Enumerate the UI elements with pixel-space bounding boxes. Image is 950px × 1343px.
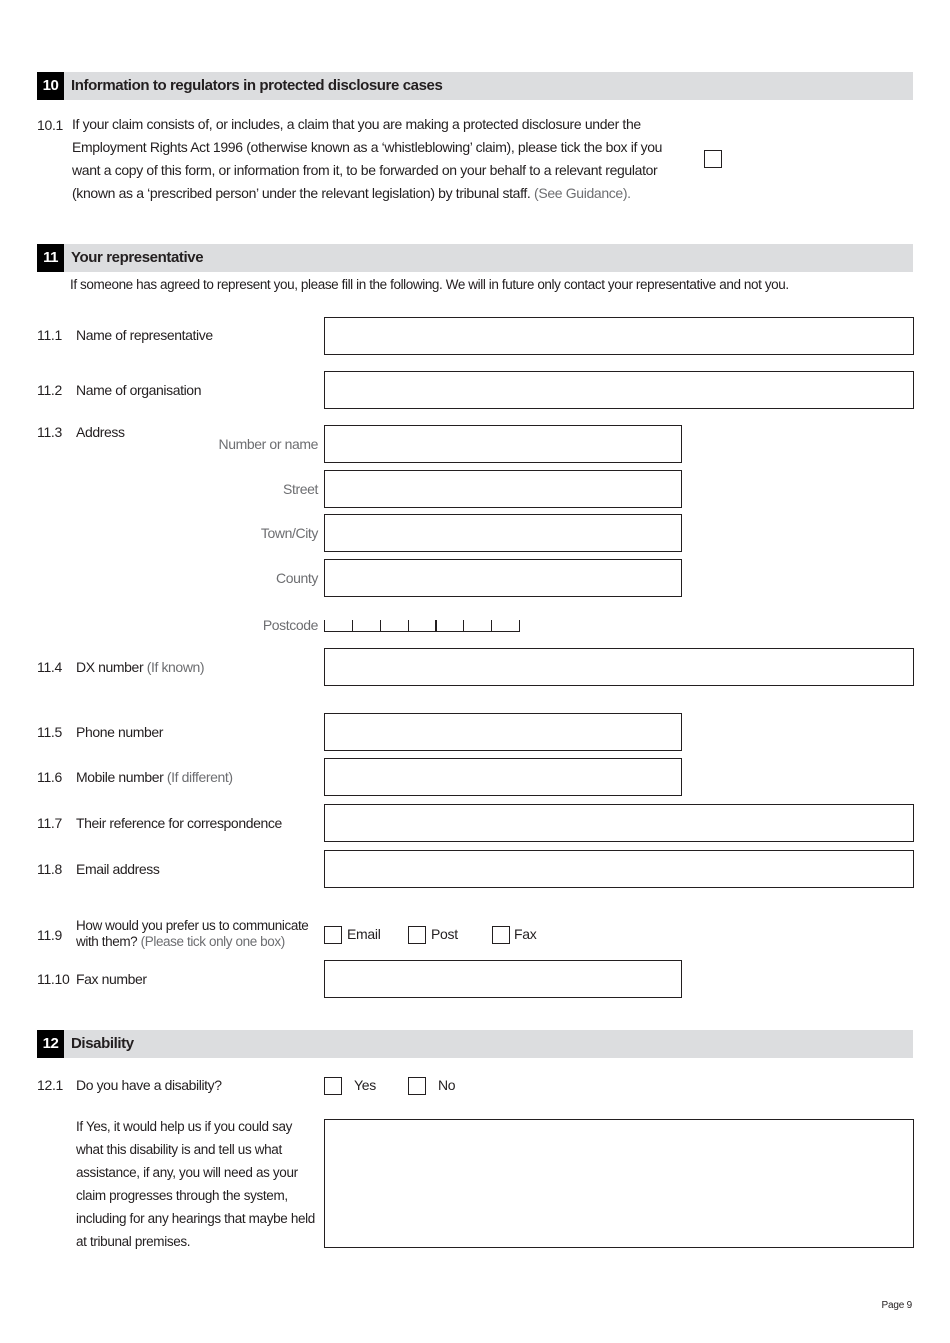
question-number: 11.5 bbox=[37, 724, 63, 740]
question-label bbox=[76, 659, 204, 675]
section-number: 12 bbox=[37, 1030, 64, 1058]
section-title: Your representative bbox=[71, 249, 204, 266]
label-text: with them? bbox=[76, 934, 138, 949]
field-label: Postcode bbox=[262, 617, 318, 633]
checkbox-label: Email bbox=[347, 926, 381, 942]
mobile-number-input[interactable] bbox=[324, 758, 682, 796]
question-number: 11.9 bbox=[37, 927, 63, 943]
label-hint: (If different) bbox=[166, 769, 233, 785]
question-number: 10.1 bbox=[37, 117, 64, 133]
email-checkbox[interactable] bbox=[324, 926, 342, 944]
question-line: Employment Rights Act 1996 (otherwise known as a ‘whistleblowing’ claim), please tick the box if you bbox=[72, 139, 663, 155]
question-line bbox=[72, 182, 697, 205]
checkbox-label: Fax bbox=[514, 926, 537, 942]
question-number: 11.3 bbox=[37, 424, 63, 440]
post-checkbox[interactable] bbox=[408, 926, 426, 944]
email-address-input[interactable] bbox=[324, 850, 914, 888]
question-label: Do you have a disability? bbox=[76, 1077, 222, 1093]
address-street-input[interactable] bbox=[324, 470, 682, 508]
question-number: 11.4 bbox=[37, 659, 63, 675]
question-label: Fax number bbox=[76, 971, 147, 987]
fax-number-input[interactable] bbox=[324, 960, 682, 998]
question-number: 11.6 bbox=[37, 769, 63, 785]
label-hint: (Please tick only one box) bbox=[140, 934, 285, 949]
question-number: 12.1 bbox=[37, 1077, 64, 1093]
question-line: If your claim consists of, or includes, a claim that you are making a protected disclosure under the bbox=[72, 116, 641, 132]
question-number: 11.1 bbox=[37, 327, 63, 343]
disability-no-checkbox[interactable] bbox=[408, 1077, 426, 1095]
question-number: 11.10 bbox=[37, 971, 70, 987]
prompt-line: including for any hearings that maybe held bbox=[76, 1211, 315, 1226]
question-line-text: (known as a ‘prescribed person’ under the relevant legislation) by tribunal staff. bbox=[72, 185, 531, 201]
label-line bbox=[76, 934, 308, 950]
question-label: Email address bbox=[76, 861, 160, 877]
prompt-line: at tribunal premises. bbox=[76, 1234, 191, 1249]
prompt-line: assistance, if any, you will need as your bbox=[76, 1165, 298, 1180]
postcode-divider bbox=[519, 620, 520, 631]
question-label: Phone number bbox=[76, 724, 164, 740]
prompt-line: claim progresses through the system, bbox=[76, 1188, 288, 1203]
postcode-divider bbox=[491, 620, 492, 631]
address-county-input[interactable] bbox=[324, 559, 682, 597]
section-number: 10 bbox=[37, 72, 64, 100]
disability-detail-prompt bbox=[76, 1115, 321, 1253]
section-title: Disability bbox=[71, 1035, 134, 1052]
dx-number-input[interactable] bbox=[324, 648, 914, 686]
postcode-divider bbox=[435, 620, 437, 631]
prompt-line: If Yes, it would help us if you could say bbox=[76, 1119, 293, 1134]
prompt-line: what this disability is and tell us what bbox=[76, 1142, 282, 1157]
question-label: Their reference for correspondence bbox=[76, 815, 282, 831]
address-number-input[interactable] bbox=[324, 425, 682, 463]
field-label: Street bbox=[283, 481, 318, 497]
postcode-input[interactable] bbox=[324, 619, 520, 632]
phone-number-input[interactable] bbox=[324, 713, 682, 751]
question-label: Name of organisation bbox=[76, 382, 202, 398]
address-town-input[interactable] bbox=[324, 514, 682, 552]
label-line: How would you prefer us to communicate bbox=[76, 918, 309, 933]
disability-details-textarea[interactable] bbox=[324, 1119, 914, 1248]
fax-checkbox[interactable] bbox=[492, 926, 510, 944]
whistleblowing-question bbox=[72, 113, 697, 205]
section-12-header bbox=[37, 1030, 913, 1058]
checkbox-label: Yes bbox=[354, 1077, 376, 1093]
postcode-divider bbox=[324, 620, 325, 631]
section-11-header bbox=[37, 244, 913, 272]
representative-name-input[interactable] bbox=[324, 317, 914, 355]
postcode-divider bbox=[380, 620, 381, 631]
page-number: Page 9 bbox=[881, 1300, 912, 1311]
label-hint: (If known) bbox=[146, 659, 205, 675]
field-label: Number or name bbox=[218, 436, 318, 452]
question-label: Name of representative bbox=[76, 327, 213, 343]
question-number: 11.7 bbox=[37, 815, 63, 831]
guidance-hint: (See Guidance). bbox=[534, 185, 631, 201]
question-label bbox=[76, 769, 233, 785]
disability-yes-checkbox[interactable] bbox=[324, 1077, 342, 1095]
postcode-divider bbox=[408, 620, 409, 631]
checkbox-label: No bbox=[438, 1077, 456, 1093]
question-line: want a copy of this form, or information from it, to be forwarded on your behalf to a relevant regulator bbox=[72, 162, 658, 178]
reference-input[interactable] bbox=[324, 804, 914, 842]
postcode-divider bbox=[352, 620, 353, 631]
postcode-divider bbox=[463, 620, 464, 631]
label-text: DX number bbox=[76, 659, 144, 675]
section-intro: If someone has agreed to represent you, please fill in the following. We will in future only contact your representative and not you. bbox=[70, 277, 789, 292]
question-label: Address bbox=[76, 424, 125, 440]
question-label bbox=[76, 918, 308, 950]
checkbox-label: Post bbox=[431, 926, 458, 942]
organisation-name-input[interactable] bbox=[324, 371, 914, 409]
section-number: 11 bbox=[37, 244, 64, 272]
label-text: Mobile number bbox=[76, 769, 164, 785]
question-number: 11.8 bbox=[37, 861, 63, 877]
whistleblowing-checkbox[interactable] bbox=[704, 150, 722, 168]
field-label: County bbox=[276, 570, 318, 586]
section-title: Information to regulators in protected disclosure cases bbox=[71, 77, 443, 94]
field-label: Town/City bbox=[260, 525, 318, 541]
section-10-header bbox=[37, 72, 913, 100]
question-number: 11.2 bbox=[37, 382, 63, 398]
